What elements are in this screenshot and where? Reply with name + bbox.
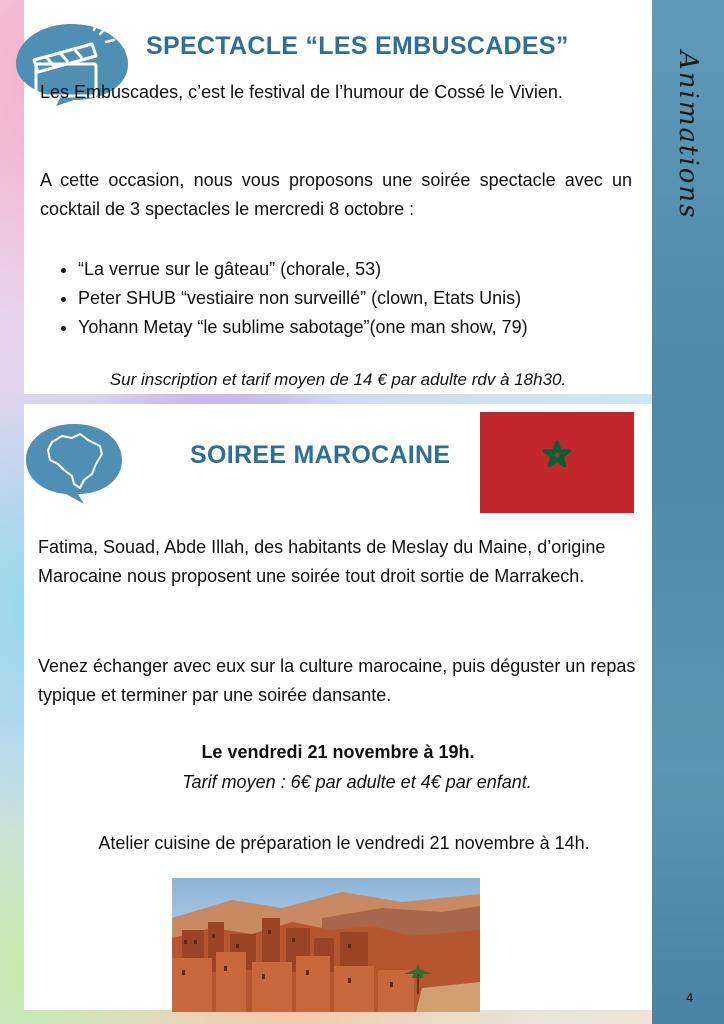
moroccan-kasbah-photo [172, 878, 480, 1012]
list-item: • Peter SHUB “vestiaire non surveillé” (clown, Etats Unis) [78, 284, 678, 313]
pentagram-star-icon [480, 412, 634, 513]
page-number: 4 [686, 990, 694, 1005]
marocaine-intro: Fatima, Souad, Abde Illah, des habitants de Meslay du Maine, d’origine Marocaine nous proposent une soirée tout droit sortie de Marrakech. [38, 537, 606, 586]
list-item: • Yohann Metay “le sublime sabotage”(one man show, 79) [78, 313, 678, 342]
event-date: Le vendredi 21 novembre à 19h. [201, 742, 475, 762]
brazil-map-icon [22, 420, 126, 506]
marocaine-invite: Venez échanger avec eux sur la culture marocaine, puis déguster un repas typique et terminer par une soirée dansante. [38, 656, 636, 705]
spectacle-title: SPECTACLE “LES EMBUSCADES” [146, 32, 569, 60]
section-sidebar-title: Animations [673, 50, 703, 220]
spectacle-intro: Les Embuscades, c’est le festival de l’humour de Cossé le Vivien. [40, 82, 563, 102]
marocaine-title: SOIREE MAROCAINE [190, 441, 451, 469]
cooking-workshop: Atelier cuisine de préparation le vendredi 21 novembre à 14h. [98, 833, 590, 853]
event-price: Tarif moyen : 6€ par adulte et 4€ par enfant. [182, 772, 532, 792]
list-item: • “La verrue sur le gâteau” (chorale, 53) [78, 255, 678, 284]
morocco-flag [480, 412, 634, 513]
spectacle-occasion: A cette occasion, nous vous proposons une soirée spectacle avec un cocktail de 3 spectacles le mercredi 8 octobre : [40, 170, 632, 219]
spectacle-note: Sur inscription et tarif moyen de 14 € par adulte rdv à 18h30. [109, 370, 567, 389]
show-list [40, 255, 678, 342]
